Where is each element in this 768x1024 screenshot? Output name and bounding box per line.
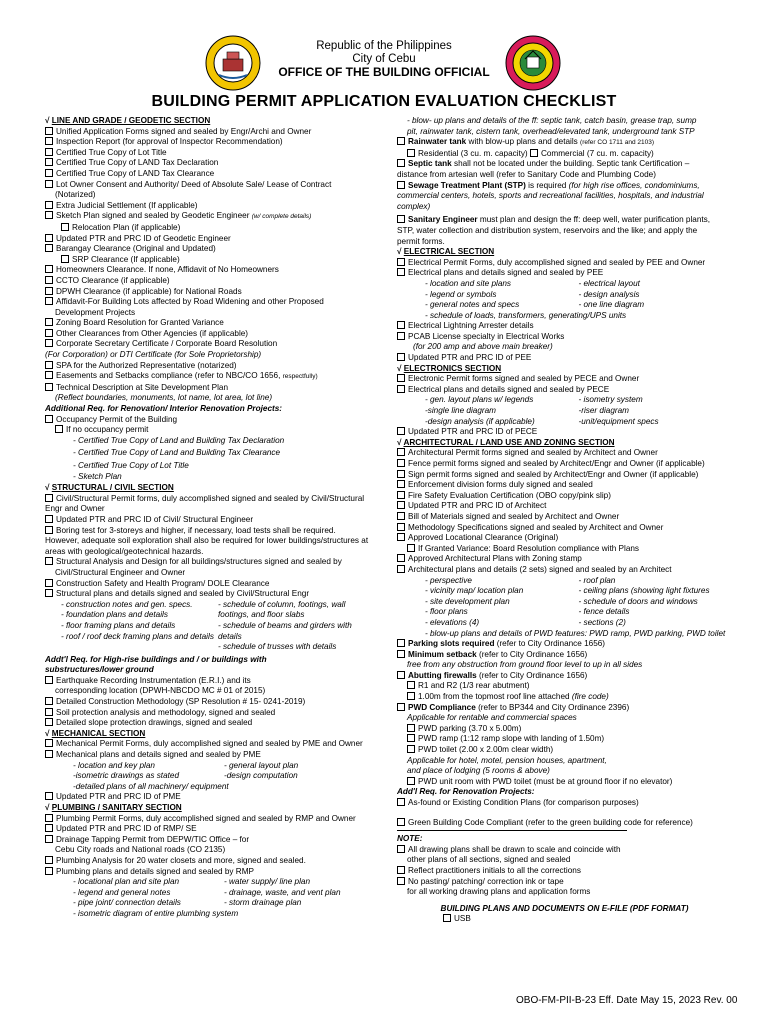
checklist-subitem[interactable]: R1 and R2 (1/3 rear abutment) — [397, 681, 732, 692]
checkbox[interactable] — [397, 650, 405, 658]
checklist-item[interactable]: Certified True Copy of Lot Title — [45, 148, 375, 159]
checkbox[interactable] — [45, 158, 53, 166]
checkbox[interactable] — [45, 494, 53, 502]
checklist-item[interactable]: As-found or Existing Condition Plans (for comparison purposes) — [397, 798, 732, 809]
checklist-item[interactable]: All drawing plans shall be drawn to scale and coincide with — [397, 845, 732, 856]
checkbox[interactable] — [407, 681, 415, 689]
plan-list-row: -detailed plans of all machinery/ equipment — [73, 781, 229, 791]
item-continuation: Applicable for hotel, motel, pension houses, apartment, — [407, 755, 607, 765]
checkbox[interactable] — [45, 361, 53, 369]
checkbox[interactable] — [407, 777, 415, 785]
checklist-item[interactable]: CCTO Clearance (if applicable) — [45, 276, 375, 287]
checkbox[interactable] — [45, 329, 53, 337]
item-continuation: STP, water collection and distribution system, reservoirs and the like; and apply the — [397, 225, 698, 235]
checkbox[interactable] — [45, 383, 53, 391]
checkbox[interactable] — [45, 244, 53, 252]
high-rise-heading: Addt'l Req. for High-rise buildings and / or buildings with — [45, 654, 267, 664]
checklist-item[interactable]: Updated PTR and PRC ID of Geodetic Engineer — [45, 234, 375, 245]
checklist-item[interactable]: Mechanical Permit Forms, duly accomplished signed and sealed by PME and Owner — [45, 739, 375, 750]
checkbox[interactable] — [407, 149, 415, 157]
high-rise-heading-cont: substructures/lower ground — [45, 665, 154, 675]
item-continuation: Development Projects — [55, 307, 136, 317]
checklist-item[interactable]: Bill of Materials signed and sealed by Architect and Owner — [397, 512, 732, 523]
checkbox[interactable] — [61, 223, 69, 231]
plan-list-row: - location and site plans - electrical layout — [425, 278, 640, 288]
plan-list-row: pit, rainwater tank, cistern tank, overhead/elevated tank, underground tank STP — [407, 126, 695, 136]
checklist-item[interactable]: Mechanical plans and details signed and sealed by PME — [45, 750, 375, 761]
checkbox[interactable] — [397, 703, 405, 711]
note-heading: NOTE: — [397, 834, 423, 844]
renovation-heading: Additional Req. for Renovation/ Interior Renovation Projects: — [45, 404, 283, 414]
checkbox[interactable] — [397, 215, 405, 223]
checklist-item[interactable]: Sewage Treatment Plant (STP) is required (for high rise offices, condominiums, — [397, 181, 732, 192]
section-heading-electronics: √ ELECTRONICS SECTION — [397, 363, 502, 373]
checkbox[interactable] — [45, 676, 53, 684]
item-continuation: (for 200 amp and above main breaker) — [413, 342, 553, 352]
plan-list-row: - foundation plans and details footings, and floor slabs — [61, 610, 305, 620]
checkbox[interactable] — [397, 501, 405, 509]
plan-list-row: - floor plans - fence details — [425, 607, 630, 617]
plan-list-row: - gen. layout plans w/ legends - isometry system — [425, 395, 643, 405]
checklist-item[interactable]: Easements and Setbacks compliance (refer to NBC/CO 1656, respectfully) — [45, 371, 375, 383]
item-continuation: corresponding location (DPWH-NBCDO MC # 01 of 2015) — [55, 686, 266, 696]
checklist-item[interactable]: Electrical plans and details signed and sealed by PEE — [397, 268, 732, 279]
checklist-item[interactable]: Plumbing plans and details signed and sealed by RMP — [45, 867, 375, 878]
checklist-item[interactable]: Architectural plans and details (2 sets) signed and sealed by an Architect — [397, 565, 732, 576]
item-continuation: Civil/Structural Engineer and Owner — [55, 567, 186, 577]
checkbox[interactable] — [407, 544, 415, 552]
checklist-item[interactable]: Corporate Secretary Certificate / Corporate Board Resolution — [45, 339, 375, 350]
checklist-item[interactable]: Green Building Code Compliant (refer to the green building code for reference) — [397, 818, 732, 829]
checkbox[interactable] — [397, 877, 405, 885]
checkbox[interactable] — [397, 470, 405, 478]
checkbox[interactable] — [407, 734, 415, 742]
checklist-item[interactable]: No pasting/ patching/ correction ink or tape — [397, 877, 732, 888]
checklist-item[interactable]: Structural Analysis and Design for all buildings/structures signed and sealed by — [45, 557, 375, 568]
item-continuation: other plans of all sections, signed and sealed — [407, 855, 571, 865]
checkbox[interactable] — [397, 448, 405, 456]
checklist-item[interactable]: Residential (3 cu. m. capacity) Commercial (7 cu. m. capacity) — [397, 149, 732, 160]
checklist-subitem[interactable]: 1.00m from the topmost roof line attached (fire code) — [397, 692, 732, 703]
plan-list-row: - legend and general notes - drainage, waste, and vent plan — [73, 887, 341, 897]
checklist-item[interactable]: Reflect practitioners initials to all the corrections — [397, 866, 732, 877]
checklist-item[interactable]: Earthquake Recording Instrumentation (E.R.I.) and its — [45, 676, 375, 687]
checkbox[interactable] — [45, 276, 53, 284]
checkbox[interactable] — [45, 339, 53, 347]
checkbox[interactable] — [397, 512, 405, 520]
section-heading-plumbing: √ PLUMBING / SANITARY SECTION — [45, 803, 182, 812]
plan-list-row: - site development plan - schedule of doors and windows — [425, 596, 698, 606]
checkbox[interactable] — [397, 480, 405, 488]
checklist-item[interactable]: Unified Application Forms signed and sealed by Engr/Archi and Owner — [45, 127, 375, 138]
section-heading-mechanical: √ MECHANICAL SECTION — [45, 728, 146, 738]
checkbox[interactable] — [45, 169, 53, 177]
plan-list-row: - vicinity map/ location plan - ceiling plans (showing light fixtures — [425, 586, 710, 596]
checklist-item[interactable]: Updated PTR and PRC ID of PME — [45, 792, 375, 803]
checklist-item[interactable]: Fire Safety Evaluation Certification (OBO copy/pink slip) — [397, 491, 732, 502]
checkbox[interactable] — [443, 914, 451, 922]
plan-list-row: - elevations (4) - sections (2) — [425, 617, 626, 627]
checkbox[interactable] — [45, 415, 53, 423]
checklist-item[interactable]: PWD Compliance (refer to BP344 and City Ordinance 2396) — [397, 703, 732, 714]
checkbox[interactable] — [397, 374, 405, 382]
checklist-item[interactable]: Approved Locational Clearance (Original) — [397, 533, 732, 544]
checklist-item[interactable]: Lot Owner Consent and Authority/ Deed of Absolute Sale/ Lease of Contract — [45, 180, 375, 191]
checklist-item[interactable]: Septic tank shall not be located under the building. Septic tank Certification – — [397, 159, 732, 170]
checklist-item[interactable]: Barangay Clearance (Original and Updated) — [45, 244, 375, 255]
checkbox[interactable] — [45, 708, 53, 716]
efile-heading: BUILDING PLANS AND DOCUMENTS ON E-FILE (PDF FORMAT) — [440, 903, 689, 913]
item-continuation: Cebu City roads and National roads (CO 2135) — [55, 845, 226, 855]
checkbox[interactable] — [407, 745, 415, 753]
item-continuation: areas with geological/geotechnical hazards. — [45, 546, 204, 556]
checklist-item[interactable]: Sign permit forms signed and sealed by Architect/Engr and Owner (if applicable) — [397, 470, 732, 481]
plan-list-row: - legend or symbols - design analysis — [425, 289, 640, 299]
checklist-item[interactable]: DPWH Clearance (if applicable) for National Roads — [45, 287, 375, 298]
checkbox[interactable] — [45, 856, 53, 864]
checkbox[interactable] — [397, 159, 405, 167]
checkbox[interactable] — [407, 692, 415, 700]
checkbox[interactable] — [45, 589, 53, 597]
checklist-item[interactable]: Occupancy Permit of the Building — [45, 415, 375, 426]
checklist-item[interactable]: Boring test for 3-storeys and higher, if necessary, load tests shall be required. — [45, 526, 375, 537]
checkbox[interactable] — [45, 148, 53, 156]
left-column — [45, 116, 375, 920]
checkbox[interactable] — [45, 835, 53, 843]
header-city: City of Cebu — [352, 53, 416, 65]
plan-list-row: - schedule of trusses with details — [218, 642, 337, 652]
checkbox[interactable] — [45, 526, 53, 534]
plan-list-row: - blow-up plans and details of PWD features: PWD ramp, PWD parking, PWD toilet — [425, 628, 726, 638]
checklist-item[interactable]: Construction Safety and Health Program/ DOLE Clearance — [45, 579, 375, 590]
checklist-item[interactable]: Electronic Permit forms signed and sealed by PECE and Owner — [397, 374, 732, 385]
header-republic: Republic of the Philippines — [316, 40, 452, 52]
checklist-item[interactable]: Updated PTR and PRC ID of PEE — [397, 353, 732, 364]
item-continuation: and place of lodging (5 rooms & above) — [407, 766, 550, 776]
checkbox[interactable] — [45, 557, 53, 565]
item-continuation: free from any obstruction from ground floor level to up in all sides — [407, 660, 643, 670]
plan-list-row: - location and key plan - general layout plan — [73, 760, 299, 770]
checkbox[interactable] — [55, 425, 63, 433]
checklist-item[interactable]: SPA for the Authorized Representative (notarized) — [45, 361, 375, 372]
checklist-item[interactable]: Other Clearances from Other Agencies (if applicable) — [45, 329, 375, 340]
item-continuation: Applicable for rentable and commercial spaces — [407, 713, 577, 723]
section-heading-electrical: √ ELECTRICAL SECTION — [397, 247, 495, 257]
document-header — [0, 40, 768, 79]
checklist-item[interactable]: Civil/Structural Permit forms, duly accomplished signed and sealed by Civil/Structural — [45, 494, 375, 505]
sub-list-item: - Sketch Plan — [73, 471, 122, 481]
checklist-item[interactable]: Electrical Lightning Arrester details — [397, 321, 732, 332]
checklist-item[interactable]: Minimum setback (refer to City Ordinance 1656) — [397, 650, 732, 661]
checkbox[interactable] — [397, 385, 405, 393]
checkbox[interactable] — [397, 554, 405, 562]
checkbox[interactable] — [530, 149, 538, 157]
right-column — [397, 116, 732, 925]
checkbox[interactable] — [45, 127, 53, 135]
checkbox[interactable] — [45, 180, 53, 188]
checkbox[interactable] — [397, 332, 405, 340]
checklist-item[interactable]: Updated PTR and PRC ID of RMP/ SE — [45, 824, 375, 835]
item-continuation: Engr and Owner — [45, 504, 105, 514]
item-continuation: (For Corporation) or DTI Certificate (for Sole Proprietorship) — [45, 350, 262, 360]
checklist-item[interactable]: Approved Architectural Plans with Zoning stamp — [397, 554, 732, 565]
plan-list-row: - isometric diagram of entire plumbing system — [73, 908, 239, 918]
plan-list-row: -design analysis (if applicable) -unit/equipment specs — [425, 416, 659, 426]
checklist-item[interactable]: Methodology Specifications signed and sealed by Architect and Owner — [397, 523, 732, 534]
plan-list-row: - locational plan and site plan - water supply/ line plan — [73, 877, 311, 887]
form-code: OBO-FM-PII-B-23 Eff. Date May 15, 2023 Rev. 00 — [516, 995, 738, 1006]
item-continuation: complex) — [397, 201, 431, 211]
checkbox[interactable] — [397, 845, 405, 853]
checklist-item[interactable]: Extra Judicial Settlement (If applicable) — [45, 201, 375, 212]
checklist-item[interactable]: Parking slots required (refer to City Ordinance 1656) — [397, 639, 732, 650]
checklist-item[interactable]: Sanitary Engineer must plan and design the ff: deep well, water purification plants, — [397, 215, 732, 226]
checklist-item[interactable]: Architectural Permit forms signed and sealed by Architect and Owner — [397, 448, 732, 459]
checkbox[interactable] — [397, 523, 405, 531]
plan-list-row: - roof / roof deck framing plans and details details — [61, 631, 242, 641]
checklist-item[interactable]: Updated PTR and PRC ID of PECE — [397, 427, 732, 438]
checklist-item[interactable]: Sketch Plan signed and sealed by Geodetic Engineer (w/ complete details) — [45, 211, 375, 223]
checklist-item[interactable]: Abutting firewalls (refer to City Ordinance 1656) — [397, 671, 732, 682]
checkbox[interactable] — [45, 297, 53, 305]
checkbox[interactable] — [45, 201, 53, 209]
checkbox[interactable] — [45, 265, 53, 273]
item-continuation: permit forms. — [397, 236, 445, 246]
header-office: OFFICE OF THE BUILDING OFFICIAL — [278, 65, 490, 79]
checkbox[interactable] — [397, 459, 405, 467]
checklist-subitem[interactable]: Relocation Plan (if applicable) — [45, 223, 375, 234]
section-heading-line-grade: √ LINE AND GRADE / GEODETIC SECTION — [45, 116, 211, 125]
checklist-item[interactable]: Zoning Board Resolution for Granted Variance — [45, 318, 375, 329]
checkbox[interactable] — [45, 234, 53, 242]
checkbox[interactable] — [397, 268, 405, 276]
checkbox[interactable] — [45, 371, 53, 379]
checkbox[interactable] — [397, 866, 405, 874]
item-continuation: (Reflect boundaries, monuments, lot name, lot area, lot line) — [55, 393, 273, 403]
checkbox[interactable] — [45, 792, 53, 800]
checklist-item[interactable]: Certified True Copy of LAND Tax Clearance — [45, 169, 375, 180]
checklist-item[interactable]: Affidavit-For Building Lots affected by Road Widening and other Proposed — [45, 297, 375, 308]
item-continuation: commercial centers, hotels, sports and recreational facilities, hospitals, and industrial — [397, 191, 704, 201]
checkbox[interactable] — [397, 639, 405, 647]
checklist-item[interactable]: Rainwater tank with blow-up plans and details (refer CO 1711 and 2103) — [397, 137, 732, 149]
checkbox[interactable] — [397, 353, 405, 361]
sub-list-item: - Certified True Copy of Land and Building Tax Declaration — [73, 435, 285, 445]
checkbox[interactable] — [397, 181, 405, 189]
plan-list-row: - construction notes and gen. specs. - schedule of column, footings, wall — [61, 599, 346, 609]
checkbox[interactable] — [45, 867, 53, 875]
checkbox[interactable] — [61, 255, 69, 263]
checklist-item[interactable]: Electrical plans and details signed and sealed by PECE — [397, 385, 732, 396]
plan-list-row: - schedule of loads, transformers, generating/UPS units — [425, 310, 627, 320]
checklist-subitem[interactable]: If no occupancy permit — [45, 425, 375, 436]
plan-list-row: - blow- up plans and details of the ff: septic tank, catch basin, grease trap, sump — [407, 116, 697, 125]
section-heading-structural: √ STRUCTURAL / CIVIL SECTION — [45, 483, 174, 493]
checkbox[interactable] — [45, 211, 53, 219]
checkbox[interactable] — [45, 697, 53, 705]
plan-list-row: -single line diagram -riser diagram — [425, 406, 630, 416]
plan-list-row: - perspective - roof plan — [425, 575, 616, 585]
checkbox[interactable] — [397, 258, 405, 266]
checkbox[interactable] — [397, 491, 405, 499]
checkbox[interactable] — [397, 321, 405, 329]
checkbox[interactable] — [397, 137, 405, 145]
checklist-item[interactable]: Electrical Permit Forms, duly accomplished signed and sealed by PEE and Owner — [397, 258, 732, 269]
checklist-item[interactable]: Detailed slope protection drawings, signed and sealed — [45, 718, 375, 729]
checklist-item[interactable]: Certified True Copy of LAND Tax Declaration — [45, 158, 375, 169]
checkbox[interactable] — [397, 533, 405, 541]
checkbox[interactable] — [45, 318, 53, 326]
plan-list-row: - floor framing plans and details - schedule of beams and girders with — [61, 620, 352, 630]
checklist-subitem[interactable]: PWD unit room with PWD toilet (must be at ground floor if no elevator) — [397, 777, 732, 788]
plan-list-row: - pipe joint/ connection details - storm drainage plan — [73, 898, 302, 908]
checklist-item[interactable]: Detailed Construction Methodology (SP Resolution # 15- 0241-2019) — [45, 697, 375, 708]
divider — [397, 830, 627, 831]
checklist-subitem[interactable]: PWD parking (3.70 x 5.00m) — [397, 724, 732, 735]
checkbox[interactable] — [397, 565, 405, 573]
section-heading-architectural: √ ARCHITECTURAL / LAND USE AND ZONING SECTION — [397, 437, 615, 447]
checklist-item[interactable]: Drainage Tapping Permit from DEPW/TIC Office – for — [45, 835, 375, 846]
usb-checkbox-item[interactable]: USB — [397, 914, 732, 925]
checklist-item[interactable]: Plumbing Permit Forms, duly accomplished signed and sealed by RMP and Owner — [45, 814, 375, 825]
checkbox[interactable] — [45, 814, 53, 822]
sub-list-item: - Certified True Copy of Lot Title — [73, 461, 189, 470]
checkbox[interactable] — [45, 824, 53, 832]
checklist-item[interactable]: Homeowners Clearance. If none, Affidavit of No Homeowners — [45, 265, 375, 276]
item-continuation: However, adequate soil exploration shall also be required for lower buildings/structures at — [45, 536, 369, 546]
checkbox[interactable] — [407, 724, 415, 732]
checkbox[interactable] — [45, 739, 53, 747]
checklist-item[interactable]: Soil protection analysis and methodology, signed and sealed — [45, 708, 375, 719]
checkbox[interactable] — [45, 287, 53, 295]
item-continuation: for all working drawing plans and application forms — [407, 887, 591, 897]
item-continuation: distance from artesian well (refer to Sanitary Code and Plumbing Code) — [397, 169, 656, 179]
checkbox[interactable] — [45, 137, 53, 145]
page-title: BUILDING PERMIT APPLICATION EVALUATION CHECKLIST — [151, 93, 617, 110]
checklist-item[interactable]: Enforcement division forms duly signed and sealed — [397, 480, 732, 491]
checkbox[interactable] — [45, 718, 53, 726]
renovation-heading: Add'l Req. for Renovation Projects: — [397, 787, 535, 797]
plan-list-row: - general notes and specs - one line diagram — [425, 300, 645, 310]
checklist-item[interactable]: Technical Description at Site Development Plan — [45, 383, 375, 394]
plan-list-row: -isometric drawings as stated -design computation — [73, 771, 298, 781]
checklist-item[interactable]: PCAB License specialty in Electrical Works — [397, 332, 732, 343]
checklist-subitem[interactable]: If Granted Variance: Board Resolution compliance with Plans — [397, 544, 732, 555]
checkbox[interactable] — [45, 579, 53, 587]
checkbox[interactable] — [397, 427, 405, 435]
checklist-item[interactable]: Plumbing Analysis for 20 water closets and more, signed and sealed. — [45, 856, 375, 867]
item-continuation: (Notarized) — [55, 190, 96, 200]
checkbox[interactable] — [45, 750, 53, 758]
checklist-item[interactable]: Updated PTR and PRC ID of Architect — [397, 501, 732, 512]
checklist-item[interactable]: Structural plans and details signed and sealed by Civil/Structural Engr — [45, 589, 375, 600]
checkbox[interactable] — [45, 515, 53, 523]
checklist-item[interactable]: Updated PTR and PRC ID of Civil/ Structural Engineer — [45, 515, 375, 526]
checklist-subitem[interactable]: PWD ramp (1:12 ramp slope with landing of 1.50m) — [397, 734, 732, 745]
checklist-subitem[interactable]: PWD toilet (2.00 x 2.00m clear width) — [397, 745, 732, 756]
checkbox[interactable] — [397, 671, 405, 679]
sub-list-item: - Certified True Copy of Land and Building Tax Clearance — [73, 448, 281, 458]
checkbox[interactable] — [397, 818, 405, 826]
checklist-subitem[interactable]: SRP Clearance (If applicable) — [45, 255, 375, 266]
checkbox[interactable] — [397, 798, 405, 806]
checklist-item[interactable]: Fence permit forms signed and sealed by Architect/Engr and Owner (if applicable) — [397, 459, 732, 470]
checklist-item[interactable]: Inspection Report (for approval of Inspector Recommendation) — [45, 137, 375, 148]
